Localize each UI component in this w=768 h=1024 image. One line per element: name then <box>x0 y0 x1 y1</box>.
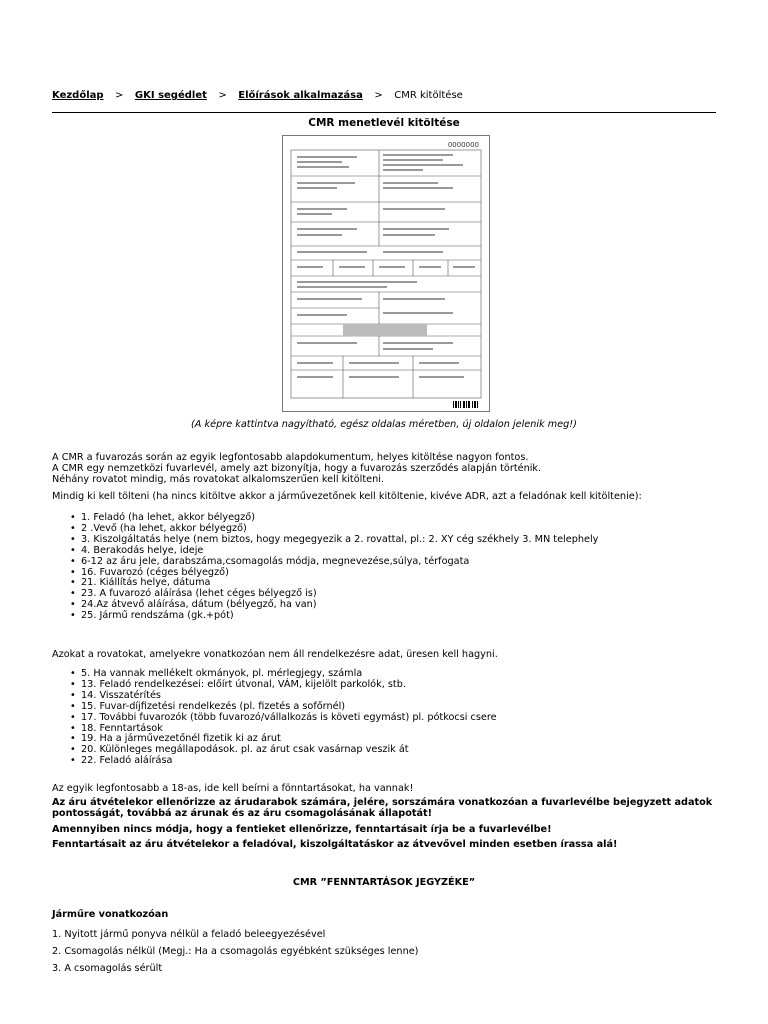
warning-paragraph: Az áru átvételekor ellenőrizze az árudarabok számára, jelére, sorszámára vonatkozóan a fuvarlevélbe bejegyzett adatok pontosságát, továbbá az árunak és az áru csomagolásának állapotát! <box>52 797 713 820</box>
list-item: 1. Nyitott jármű ponyva nélkül a feladó beleegyezésével <box>52 929 326 940</box>
list-item: 2. Csomagolás nélkül (Megj.: Ha a csomagolás egyébként szükséges lenne) <box>52 946 419 958</box>
breadcrumb-separator: > <box>115 90 124 101</box>
cmr-form-number: 0000000 <box>447 141 479 149</box>
intro-text <box>52 452 716 486</box>
list-item: • 13. Feladó rendelkezései: előírt útvonal, VÁM, kijelölt parkolók, stb. <box>70 680 497 691</box>
list-item: • 14. Visszatérítés <box>70 691 497 702</box>
vehicle-reservations-list <box>52 926 418 978</box>
list-item: • 23. A fuvarozó aláírása (lehet céges bélyegző is) <box>70 589 598 600</box>
list-item: • 22. Feladó aláírása <box>70 756 497 767</box>
list-item: • 16. Fuvarozó (céges bélyegző) <box>70 568 598 579</box>
empty-fields-note: Azokat a rovatokat, amelyekre vonatkozóan nem áll rendelkezésre adat, üresen kell hagyni. <box>52 649 498 660</box>
breadcrumb-separator: > <box>218 90 227 101</box>
list-item: • 18. Fenntartások <box>70 724 497 735</box>
list-item: • 19. Ha a járművezetőnél fizetik ki az árut <box>70 734 497 745</box>
list-item: • 5. Ha vannak mellékelt okmányok, pl. mérlegjegy, számla <box>70 669 497 680</box>
always-fill-intro: Mindig ki kell tölteni (ha nincs kitöltve akkor a járművezetőnek kell kitöltenie, kivéve ADR, azt a feladónak kell kitöltenie): <box>52 491 642 502</box>
breadcrumb-separator: > <box>374 90 383 101</box>
image-caption: (A képre kattintva nagyítható, egész oldalas méretben, új oldalon jelenik meg!) <box>191 419 577 430</box>
intro-line: A CMR egy nemzetközi fuvarlevél, amely azt bizonyítja, hogy a fuvarozás szerződés alapján történik. <box>52 463 542 475</box>
cmr-form-image[interactable] <box>282 135 490 412</box>
list-item: • 20. Különleges megállapodások. pl. az árut csak vasárnap veszik át <box>70 745 497 756</box>
list-item: • 17. További fuvarozók (több fuvarozó/vállalkozás is követi egymást) pl. pótkocsi csere <box>70 713 497 724</box>
breadcrumb-current: CMR kitöltése <box>394 90 463 101</box>
list-item: • 2 .Vevő (ha lehet, akkor bélyegző) <box>70 524 598 535</box>
intro-line: Néhány rovatot mindig, más rovatokat alkalomszerűen kell kitölteni. <box>52 474 384 486</box>
optional-fields-list <box>70 669 497 767</box>
list-item: • 1. Feladó (ha lehet, akkor bélyegző) <box>70 513 598 524</box>
list-item: • 15. Fuvar-díjfizetési rendelkezés (pl. fizetés a sofőrnél) <box>70 702 497 713</box>
list-item: • 3. Kiszolgáltatás helye (nem biztos, hogy megegyezik a 2. rovattal, pl.: 2. XY cég székhely 3. MN telephely <box>70 535 598 546</box>
breadcrumb <box>52 90 463 101</box>
list-item: 3. A csomagolás sérült <box>52 963 163 975</box>
mandatory-fields-list <box>70 513 598 622</box>
warning-paragraphs <box>52 797 716 855</box>
list-item: • 24.Az átvevő aláírása, dátum (bélyegző, ha van) <box>70 600 598 611</box>
vehicle-section-heading: Járműre vonatkozóan <box>52 909 169 920</box>
list-item: • 4. Berakodás helye, ideje <box>70 546 598 557</box>
list-item: • 25. Jármű rendszáma (gk.+pót) <box>70 611 598 622</box>
breadcrumb-link-rules[interactable]: Előírások alkalmazása <box>238 90 363 101</box>
page-title: CMR menetlevél kitöltése <box>308 117 460 129</box>
list-item: • 21. Kiállítás helye, dátuma <box>70 578 598 589</box>
breadcrumb-link-gki[interactable]: GKI segédlet <box>134 90 207 101</box>
list-item: • 6-12 az áru jele, darabszáma,csomagolás módja, megnevezése,súlya, térfogata <box>70 557 598 568</box>
header-divider <box>52 112 716 113</box>
breadcrumb-link-home[interactable]: Kezdőlap <box>52 90 104 101</box>
important-note: Az egyik legfontosabb a 18-as, ide kell beírni a fönntartásokat, ha vannak! <box>52 783 414 794</box>
reservations-title: CMR ”FENNTARTÁSOK JEGYZÉKE” <box>292 877 476 888</box>
warning-paragraph: Amennyiben nincs módja, hogy a fentieket ellenőrizze, fenntartásait írja be a fuvarlevélbe! <box>52 823 552 835</box>
intro-line: A CMR a fuvarozás során az egyik legfontosabb alapdokumentum, helyes kitöltése nagyon fontos. <box>52 452 529 463</box>
warning-paragraph: Fenntartásait az áru átvételekor a feladóval, kiszolgáltatáskor az átvevővel minden esetben írassa alá! <box>52 839 618 851</box>
